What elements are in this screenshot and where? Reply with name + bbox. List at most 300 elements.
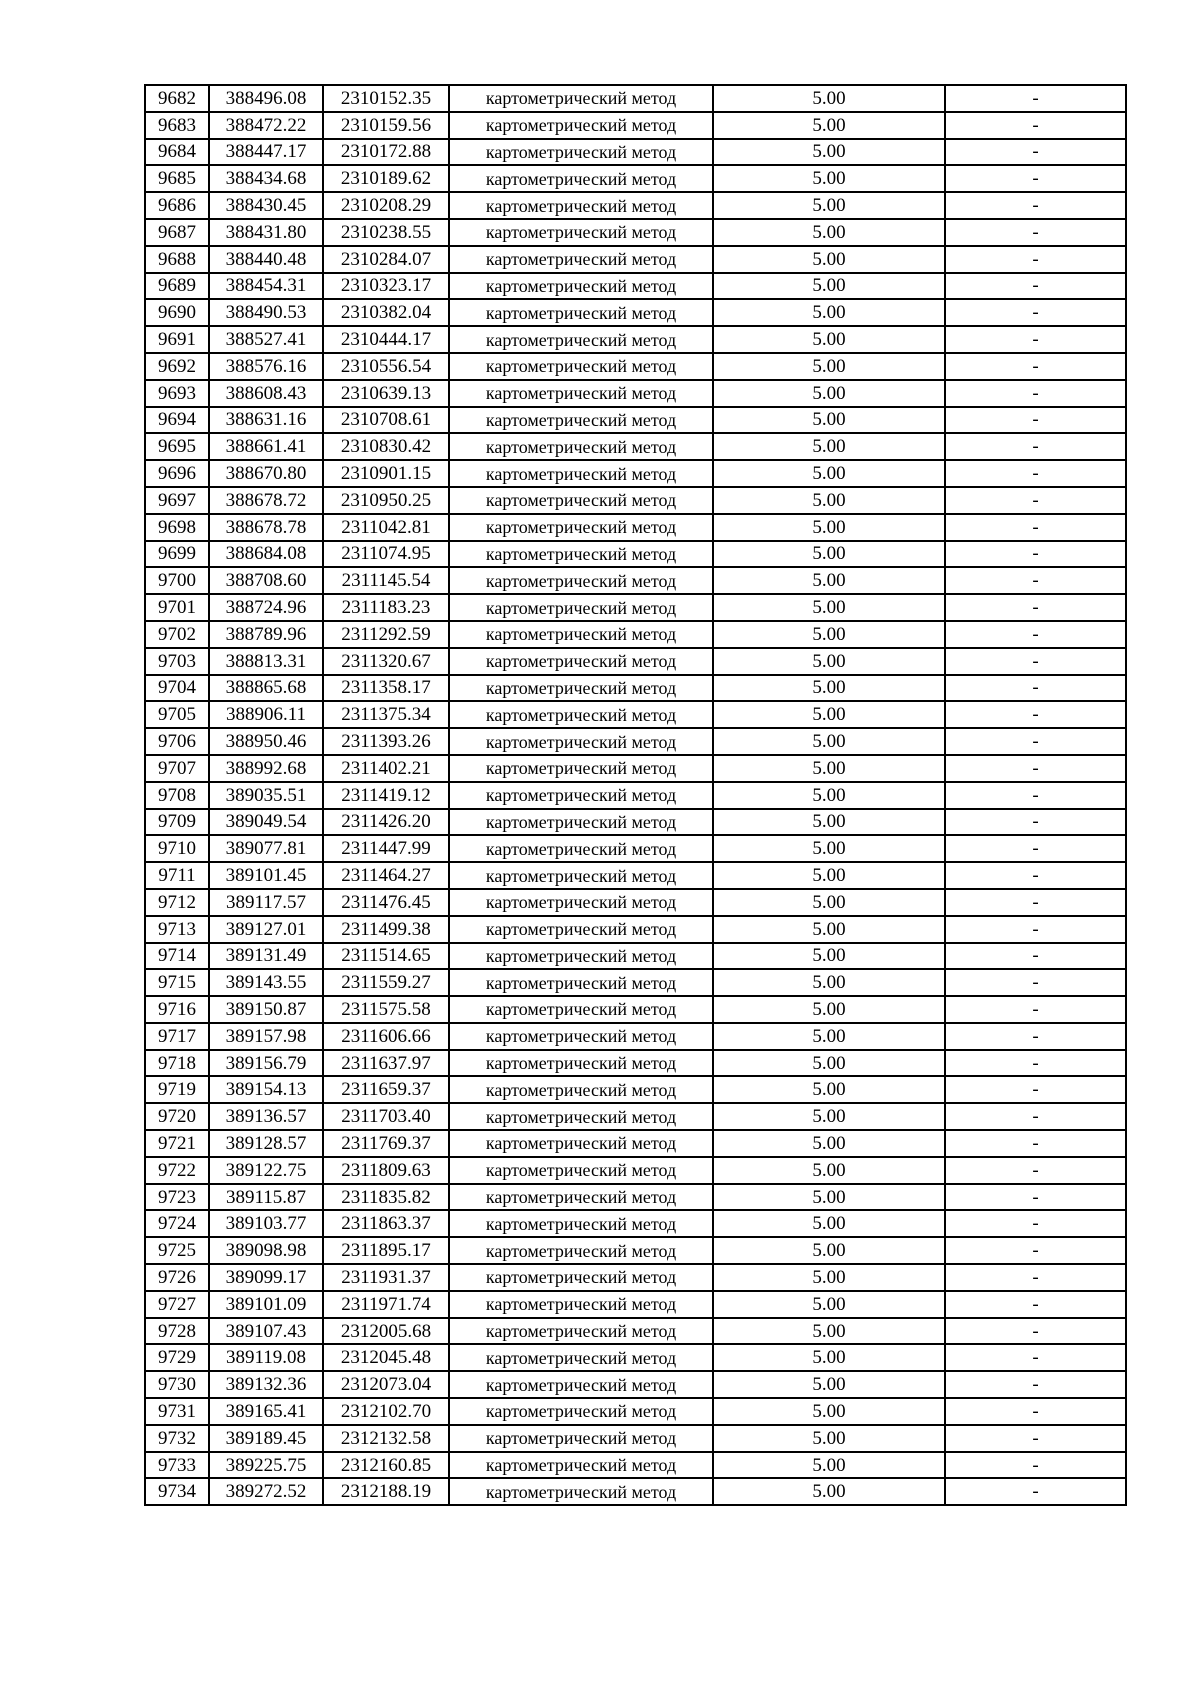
table-row — [145, 1157, 1126, 1184]
y-coordinate-cell: 2311703.40 — [323, 1103, 449, 1130]
accuracy-cell: 5.00 — [713, 782, 945, 809]
method-cell: картометрический метод — [449, 567, 713, 594]
point-number-cell: 9703 — [145, 648, 209, 675]
y-coordinate-cell: 2311809.63 — [323, 1157, 449, 1184]
description-cell: - — [945, 1398, 1126, 1425]
table-row — [145, 326, 1126, 353]
description-cell: - — [945, 835, 1126, 862]
method-cell: картометрический метод — [449, 1452, 713, 1479]
x-coordinate-cell: 389136.57 — [209, 1103, 323, 1130]
accuracy-cell: 5.00 — [713, 299, 945, 326]
accuracy-cell: 5.00 — [713, 192, 945, 219]
point-number-cell: 9689 — [145, 273, 209, 300]
y-coordinate-cell: 2312132.58 — [323, 1425, 449, 1452]
table-row — [145, 1264, 1126, 1291]
x-coordinate-cell: 389049.54 — [209, 809, 323, 836]
method-cell: картометрический метод — [449, 969, 713, 996]
method-cell: картометрический метод — [449, 675, 713, 702]
x-coordinate-cell: 389127.01 — [209, 916, 323, 943]
point-number-cell: 9730 — [145, 1371, 209, 1398]
description-cell: - — [945, 1157, 1126, 1184]
y-coordinate-cell: 2312073.04 — [323, 1371, 449, 1398]
x-coordinate-cell: 389117.57 — [209, 889, 323, 916]
accuracy-cell: 5.00 — [713, 809, 945, 836]
method-cell: картометрический метод — [449, 1076, 713, 1103]
method-cell: картометрический метод — [449, 1050, 713, 1077]
table-row — [145, 755, 1126, 782]
description-cell: - — [945, 969, 1126, 996]
point-number-cell: 9733 — [145, 1452, 209, 1479]
point-number-cell: 9697 — [145, 487, 209, 514]
x-coordinate-cell: 388865.68 — [209, 675, 323, 702]
table-row — [145, 1425, 1126, 1452]
table-row — [145, 1237, 1126, 1264]
accuracy-cell: 5.00 — [713, 1076, 945, 1103]
description-cell: - — [945, 85, 1126, 112]
accuracy-cell: 5.00 — [713, 433, 945, 460]
point-number-cell: 9712 — [145, 889, 209, 916]
x-coordinate-cell: 389225.75 — [209, 1452, 323, 1479]
table-row — [145, 675, 1126, 702]
x-coordinate-cell: 389115.87 — [209, 1184, 323, 1211]
y-coordinate-cell: 2310639.13 — [323, 380, 449, 407]
y-coordinate-cell: 2312045.48 — [323, 1344, 449, 1371]
method-cell: картометрический метод — [449, 835, 713, 862]
point-number-cell: 9690 — [145, 299, 209, 326]
method-cell: картометрический метод — [449, 273, 713, 300]
point-number-cell: 9702 — [145, 621, 209, 648]
accuracy-cell: 5.00 — [713, 1023, 945, 1050]
accuracy-cell: 5.00 — [713, 165, 945, 192]
x-coordinate-cell: 389165.41 — [209, 1398, 323, 1425]
method-cell: картометрический метод — [449, 728, 713, 755]
description-cell: - — [945, 380, 1126, 407]
method-cell: картометрический метод — [449, 487, 713, 514]
table-row — [145, 273, 1126, 300]
y-coordinate-cell: 2311476.45 — [323, 889, 449, 916]
point-number-cell: 9682 — [145, 85, 209, 112]
method-cell: картометрический метод — [449, 1344, 713, 1371]
y-coordinate-cell: 2311971.74 — [323, 1291, 449, 1318]
accuracy-cell: 5.00 — [713, 1237, 945, 1264]
point-number-cell: 9698 — [145, 514, 209, 541]
method-cell: картометрический метод — [449, 326, 713, 353]
x-coordinate-cell: 389154.13 — [209, 1076, 323, 1103]
table-row — [145, 192, 1126, 219]
table-row — [145, 165, 1126, 192]
y-coordinate-cell: 2311074.95 — [323, 541, 449, 568]
accuracy-cell: 5.00 — [713, 380, 945, 407]
method-cell: картометрический метод — [449, 594, 713, 621]
description-cell: - — [945, 1103, 1126, 1130]
description-cell: - — [945, 487, 1126, 514]
y-coordinate-cell: 2311769.37 — [323, 1130, 449, 1157]
description-cell: - — [945, 299, 1126, 326]
table-row — [145, 353, 1126, 380]
method-cell: картометрический метод — [449, 1103, 713, 1130]
point-number-cell: 9699 — [145, 541, 209, 568]
y-coordinate-cell: 2310284.07 — [323, 246, 449, 273]
x-coordinate-cell: 388678.78 — [209, 514, 323, 541]
description-cell: - — [945, 433, 1126, 460]
table-row — [145, 969, 1126, 996]
point-number-cell: 9717 — [145, 1023, 209, 1050]
description-cell: - — [945, 1264, 1126, 1291]
method-cell: картометрический метод — [449, 1398, 713, 1425]
accuracy-cell: 5.00 — [713, 969, 945, 996]
point-number-cell: 9718 — [145, 1050, 209, 1077]
y-coordinate-cell: 2311931.37 — [323, 1264, 449, 1291]
point-number-cell: 9692 — [145, 353, 209, 380]
table-row — [145, 996, 1126, 1023]
y-coordinate-cell: 2311464.27 — [323, 862, 449, 889]
point-number-cell: 9729 — [145, 1344, 209, 1371]
point-number-cell: 9714 — [145, 943, 209, 970]
point-number-cell: 9711 — [145, 862, 209, 889]
method-cell: картометрический метод — [449, 460, 713, 487]
table-row — [145, 246, 1126, 273]
description-cell: - — [945, 407, 1126, 434]
description-cell: - — [945, 1130, 1126, 1157]
accuracy-cell: 5.00 — [713, 594, 945, 621]
accuracy-cell: 5.00 — [713, 112, 945, 139]
y-coordinate-cell: 2311375.34 — [323, 701, 449, 728]
description-cell: - — [945, 1076, 1126, 1103]
y-coordinate-cell: 2311292.59 — [323, 621, 449, 648]
method-cell: картометрический метод — [449, 1184, 713, 1211]
y-coordinate-cell: 2311559.27 — [323, 969, 449, 996]
table-row — [145, 407, 1126, 434]
accuracy-cell: 5.00 — [713, 567, 945, 594]
table-row — [145, 943, 1126, 970]
method-cell: картометрический метод — [449, 165, 713, 192]
x-coordinate-cell: 388813.31 — [209, 648, 323, 675]
x-coordinate-cell: 388661.41 — [209, 433, 323, 460]
point-number-cell: 9724 — [145, 1210, 209, 1237]
table-row — [145, 85, 1126, 112]
accuracy-cell: 5.00 — [713, 246, 945, 273]
table-row — [145, 621, 1126, 648]
point-number-cell: 9727 — [145, 1291, 209, 1318]
method-cell: картометрический метод — [449, 407, 713, 434]
x-coordinate-cell: 389131.49 — [209, 943, 323, 970]
x-coordinate-cell: 388608.43 — [209, 380, 323, 407]
y-coordinate-cell: 2311514.65 — [323, 943, 449, 970]
table-row — [145, 916, 1126, 943]
x-coordinate-cell: 389077.81 — [209, 835, 323, 862]
y-coordinate-cell: 2310382.04 — [323, 299, 449, 326]
table-row — [145, 380, 1126, 407]
description-cell: - — [945, 514, 1126, 541]
table-row — [145, 541, 1126, 568]
accuracy-cell: 5.00 — [713, 701, 945, 728]
description-cell: - — [945, 541, 1126, 568]
point-number-cell: 9731 — [145, 1398, 209, 1425]
x-coordinate-cell: 388906.11 — [209, 701, 323, 728]
point-number-cell: 9705 — [145, 701, 209, 728]
y-coordinate-cell: 2312160.85 — [323, 1452, 449, 1479]
accuracy-cell: 5.00 — [713, 1371, 945, 1398]
method-cell: картометрический метод — [449, 1237, 713, 1264]
description-cell: - — [945, 943, 1126, 970]
description-cell: - — [945, 1237, 1126, 1264]
point-number-cell: 9684 — [145, 139, 209, 166]
method-cell: картометрический метод — [449, 701, 713, 728]
description-cell: - — [945, 192, 1126, 219]
method-cell: картометрический метод — [449, 139, 713, 166]
method-cell: картометрический метод — [449, 1478, 713, 1505]
description-cell: - — [945, 648, 1126, 675]
point-number-cell: 9695 — [145, 433, 209, 460]
table-row — [145, 809, 1126, 836]
accuracy-cell: 5.00 — [713, 326, 945, 353]
description-cell: - — [945, 862, 1126, 889]
y-coordinate-cell: 2310152.35 — [323, 85, 449, 112]
point-number-cell: 9719 — [145, 1076, 209, 1103]
method-cell: картометрический метод — [449, 862, 713, 889]
x-coordinate-cell: 389107.43 — [209, 1318, 323, 1345]
y-coordinate-cell: 2310708.61 — [323, 407, 449, 434]
method-cell: картометрический метод — [449, 1291, 713, 1318]
y-coordinate-cell: 2311637.97 — [323, 1050, 449, 1077]
table-row — [145, 1318, 1126, 1345]
x-coordinate-cell: 388789.96 — [209, 621, 323, 648]
point-number-cell: 9704 — [145, 675, 209, 702]
point-number-cell: 9701 — [145, 594, 209, 621]
x-coordinate-cell: 388992.68 — [209, 755, 323, 782]
accuracy-cell: 5.00 — [713, 85, 945, 112]
accuracy-cell: 5.00 — [713, 219, 945, 246]
coordinates-table-body — [145, 85, 1126, 1505]
accuracy-cell: 5.00 — [713, 728, 945, 755]
y-coordinate-cell: 2311358.17 — [323, 675, 449, 702]
table-row — [145, 1130, 1126, 1157]
y-coordinate-cell: 2311183.23 — [323, 594, 449, 621]
point-number-cell: 9693 — [145, 380, 209, 407]
x-coordinate-cell: 388670.80 — [209, 460, 323, 487]
accuracy-cell: 5.00 — [713, 648, 945, 675]
accuracy-cell: 5.00 — [713, 139, 945, 166]
accuracy-cell: 5.00 — [713, 1130, 945, 1157]
method-cell: картометрический метод — [449, 246, 713, 273]
point-number-cell: 9688 — [145, 246, 209, 273]
method-cell: картометрический метод — [449, 85, 713, 112]
method-cell: картометрический метод — [449, 1318, 713, 1345]
description-cell: - — [945, 1210, 1126, 1237]
x-coordinate-cell: 389157.98 — [209, 1023, 323, 1050]
x-coordinate-cell: 389103.77 — [209, 1210, 323, 1237]
table-row — [145, 567, 1126, 594]
x-coordinate-cell: 388434.68 — [209, 165, 323, 192]
accuracy-cell: 5.00 — [713, 621, 945, 648]
table-row — [145, 1210, 1126, 1237]
description-cell: - — [945, 996, 1126, 1023]
accuracy-cell: 5.00 — [713, 541, 945, 568]
accuracy-cell: 5.00 — [713, 675, 945, 702]
accuracy-cell: 5.00 — [713, 916, 945, 943]
description-cell: - — [945, 353, 1126, 380]
x-coordinate-cell: 389098.98 — [209, 1237, 323, 1264]
accuracy-cell: 5.00 — [713, 273, 945, 300]
accuracy-cell: 5.00 — [713, 889, 945, 916]
y-coordinate-cell: 2311659.37 — [323, 1076, 449, 1103]
description-cell: - — [945, 165, 1126, 192]
method-cell: картометрический метод — [449, 648, 713, 675]
table-row — [145, 1452, 1126, 1479]
y-coordinate-cell: 2311863.37 — [323, 1210, 449, 1237]
x-coordinate-cell: 388440.48 — [209, 246, 323, 273]
y-coordinate-cell: 2311042.81 — [323, 514, 449, 541]
y-coordinate-cell: 2311499.38 — [323, 916, 449, 943]
point-number-cell: 9710 — [145, 835, 209, 862]
x-coordinate-cell: 389101.45 — [209, 862, 323, 889]
description-cell: - — [945, 701, 1126, 728]
description-cell: - — [945, 1023, 1126, 1050]
y-coordinate-cell: 2310556.54 — [323, 353, 449, 380]
description-cell: - — [945, 1344, 1126, 1371]
table-row — [145, 299, 1126, 326]
x-coordinate-cell: 388724.96 — [209, 594, 323, 621]
point-number-cell: 9687 — [145, 219, 209, 246]
description-cell: - — [945, 567, 1126, 594]
method-cell: картометрический метод — [449, 755, 713, 782]
table-row — [145, 1291, 1126, 1318]
table-row — [145, 514, 1126, 541]
point-number-cell: 9720 — [145, 1103, 209, 1130]
table-row — [145, 460, 1126, 487]
method-cell: картометрический метод — [449, 943, 713, 970]
accuracy-cell: 5.00 — [713, 1210, 945, 1237]
y-coordinate-cell: 2311835.82 — [323, 1184, 449, 1211]
method-cell: картометрический метод — [449, 996, 713, 1023]
method-cell: картометрический метод — [449, 809, 713, 836]
description-cell: - — [945, 755, 1126, 782]
point-number-cell: 9709 — [145, 809, 209, 836]
point-number-cell: 9732 — [145, 1425, 209, 1452]
y-coordinate-cell: 2311895.17 — [323, 1237, 449, 1264]
x-coordinate-cell: 388454.31 — [209, 273, 323, 300]
x-coordinate-cell: 388447.17 — [209, 139, 323, 166]
table-row — [145, 1103, 1126, 1130]
method-cell: картометрический метод — [449, 1130, 713, 1157]
method-cell: картометрический метод — [449, 514, 713, 541]
table-row — [145, 139, 1126, 166]
y-coordinate-cell: 2310208.29 — [323, 192, 449, 219]
x-coordinate-cell: 389143.55 — [209, 969, 323, 996]
method-cell: картометрический метод — [449, 192, 713, 219]
y-coordinate-cell: 2311447.99 — [323, 835, 449, 862]
y-coordinate-cell: 2310950.25 — [323, 487, 449, 514]
point-number-cell: 9696 — [145, 460, 209, 487]
x-coordinate-cell: 389150.87 — [209, 996, 323, 1023]
method-cell: картометрический метод — [449, 1023, 713, 1050]
y-coordinate-cell: 2311393.26 — [323, 728, 449, 755]
description-cell: - — [945, 916, 1126, 943]
x-coordinate-cell: 388631.16 — [209, 407, 323, 434]
description-cell: - — [945, 1371, 1126, 1398]
y-coordinate-cell: 2311402.21 — [323, 755, 449, 782]
method-cell: картометрический метод — [449, 1264, 713, 1291]
method-cell: картометрический метод — [449, 380, 713, 407]
x-coordinate-cell: 389156.79 — [209, 1050, 323, 1077]
table-row — [145, 594, 1126, 621]
accuracy-cell: 5.00 — [713, 1452, 945, 1479]
point-number-cell: 9706 — [145, 728, 209, 755]
table-row — [145, 1398, 1126, 1425]
point-number-cell: 9691 — [145, 326, 209, 353]
x-coordinate-cell: 388430.45 — [209, 192, 323, 219]
point-number-cell: 9722 — [145, 1157, 209, 1184]
x-coordinate-cell: 388490.53 — [209, 299, 323, 326]
x-coordinate-cell: 388576.16 — [209, 353, 323, 380]
description-cell: - — [945, 219, 1126, 246]
accuracy-cell: 5.00 — [713, 835, 945, 862]
table-row — [145, 1478, 1126, 1505]
description-cell: - — [945, 1425, 1126, 1452]
accuracy-cell: 5.00 — [713, 1264, 945, 1291]
method-cell: картометрический метод — [449, 1210, 713, 1237]
y-coordinate-cell: 2311575.58 — [323, 996, 449, 1023]
y-coordinate-cell: 2311320.67 — [323, 648, 449, 675]
description-cell: - — [945, 1291, 1126, 1318]
x-coordinate-cell: 388684.08 — [209, 541, 323, 568]
description-cell: - — [945, 139, 1126, 166]
point-number-cell: 9708 — [145, 782, 209, 809]
table-row — [145, 701, 1126, 728]
table-row — [145, 1050, 1126, 1077]
x-coordinate-cell: 388678.72 — [209, 487, 323, 514]
x-coordinate-cell: 389101.09 — [209, 1291, 323, 1318]
method-cell: картометрический метод — [449, 621, 713, 648]
point-number-cell: 9713 — [145, 916, 209, 943]
x-coordinate-cell: 389189.45 — [209, 1425, 323, 1452]
accuracy-cell: 5.00 — [713, 1157, 945, 1184]
table-row — [145, 1344, 1126, 1371]
y-coordinate-cell: 2310444.17 — [323, 326, 449, 353]
point-number-cell: 9721 — [145, 1130, 209, 1157]
table-row — [145, 889, 1126, 916]
point-number-cell: 9734 — [145, 1478, 209, 1505]
point-number-cell: 9715 — [145, 969, 209, 996]
method-cell: картометрический метод — [449, 782, 713, 809]
accuracy-cell: 5.00 — [713, 1344, 945, 1371]
description-cell: - — [945, 1050, 1126, 1077]
table-row — [145, 112, 1126, 139]
accuracy-cell: 5.00 — [713, 1103, 945, 1130]
method-cell: картометрический метод — [449, 1157, 713, 1184]
accuracy-cell: 5.00 — [713, 460, 945, 487]
description-cell: - — [945, 594, 1126, 621]
y-coordinate-cell: 2310323.17 — [323, 273, 449, 300]
x-coordinate-cell: 389132.36 — [209, 1371, 323, 1398]
description-cell: - — [945, 809, 1126, 836]
method-cell: картометрический метод — [449, 1371, 713, 1398]
y-coordinate-cell: 2310159.56 — [323, 112, 449, 139]
accuracy-cell: 5.00 — [713, 1425, 945, 1452]
point-number-cell: 9707 — [145, 755, 209, 782]
description-cell: - — [945, 782, 1126, 809]
accuracy-cell: 5.00 — [713, 1318, 945, 1345]
y-coordinate-cell: 2311606.66 — [323, 1023, 449, 1050]
method-cell: картометрический метод — [449, 541, 713, 568]
method-cell: картометрический метод — [449, 889, 713, 916]
x-coordinate-cell: 388472.22 — [209, 112, 323, 139]
description-cell: - — [945, 621, 1126, 648]
method-cell: картометрический метод — [449, 112, 713, 139]
y-coordinate-cell: 2310189.62 — [323, 165, 449, 192]
x-coordinate-cell: 388496.08 — [209, 85, 323, 112]
description-cell: - — [945, 1452, 1126, 1479]
